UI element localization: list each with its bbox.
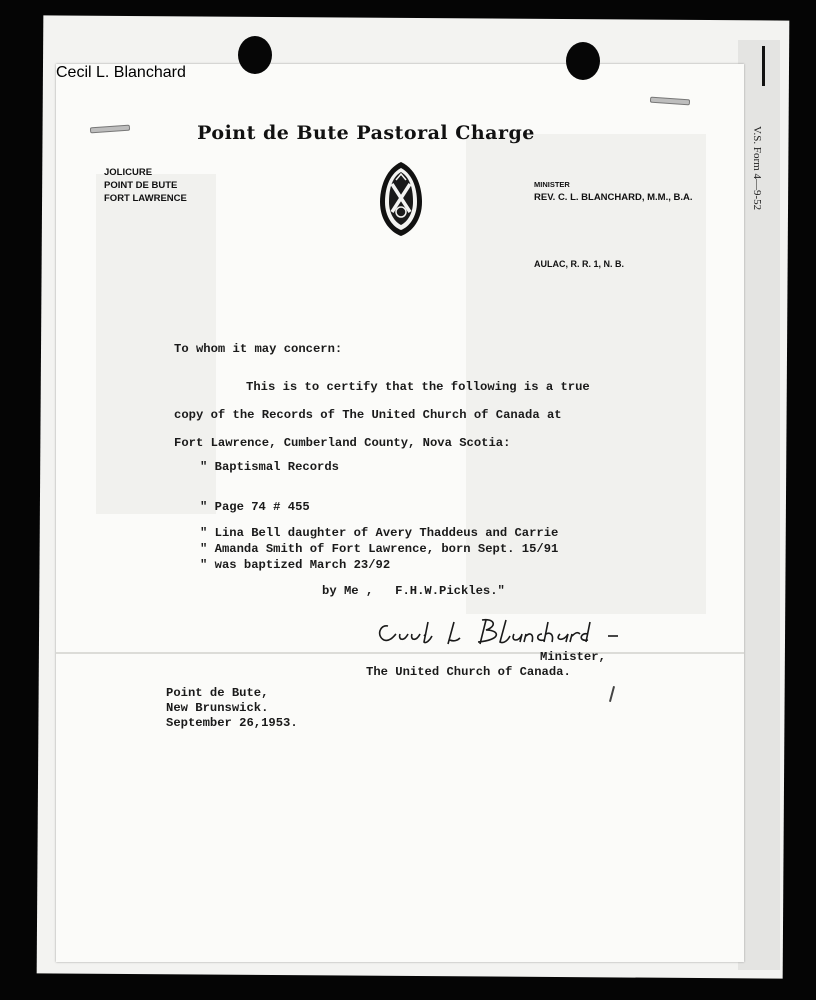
- body-line: copy of the Records of The United Church of Canada at: [174, 408, 562, 422]
- minister-label: MINISTER: [534, 180, 570, 189]
- closing-org: The United Church of Canada.: [366, 665, 571, 679]
- church-crest-icon: [378, 160, 424, 238]
- body-line: Fort Lawrence, Cumberland County, Nova Scotia:: [174, 436, 511, 450]
- record-line: " was baptized March 23/92: [200, 558, 391, 572]
- charge-name: POINT DE BUTE: [104, 180, 178, 191]
- by-line: by Me , F.H.W.Pickles.": [322, 584, 505, 598]
- pencil-mark: [762, 46, 765, 86]
- charge-name: FORT LAWRENCE: [104, 193, 187, 204]
- record-heading: " Baptismal Records: [200, 460, 339, 474]
- place-line: New Brunswick.: [166, 701, 269, 715]
- pen-mark: [609, 686, 615, 702]
- charge-list: [104, 166, 187, 205]
- record-line: " Amanda Smith of Fort Lawrence, born Sept. 15/91: [200, 542, 559, 556]
- date-line: September 26,1953.: [166, 716, 298, 730]
- minister-name: REV. C. L. BLANCHARD, M.M., B.A.: [534, 192, 693, 203]
- page-fold: [56, 652, 744, 654]
- record-page: " Page 74 # 455: [200, 500, 310, 514]
- place-line: Point de Bute,: [166, 686, 269, 700]
- minister-block: [534, 178, 693, 204]
- punch-hole-left: [238, 36, 272, 74]
- charge-name: JOLICURE: [104, 167, 153, 178]
- punch-hole-right: [566, 42, 600, 80]
- body-line: This is to certify that the following is a true: [246, 380, 590, 394]
- handwritten-signature: [374, 614, 624, 650]
- certificate-letter: Point de Bute Pastoral Charge JOLICURE POINT DE BUTE FORT LAWRENCE MINISTER REV. C. L. BLANCHARD, M.M., B.A. AULAC, R. R. 1, N. B. To whom it may concern: This is to certify that the following is a true copy of the Records of The United Church of Canada at Fort Lawrence, Cumberland County, Nova Scotia: " Baptismal Records " Page 74 # 455 " Lina Bell daughter of Avery Thaddeus and Carrie " Amanda Smith of Fort Lawrence, born Sept. 15/91 " was baptized March 23/92 by Me , F.H.W.Pickles." Cecil L. Blanchard Minister, The United Church of Canada. Point de Bute, New Brunswick. September 26,1953.: [56, 64, 744, 962]
- staple-left: [90, 125, 130, 134]
- staple-right: [650, 97, 690, 106]
- form-number-note: [742, 126, 772, 245]
- church-address: AULAC, R. R. 1, N. B.: [534, 259, 625, 269]
- salutation: To whom it may concern:: [174, 342, 343, 356]
- letterhead-title: Point de Bute Pastoral Charge: [197, 122, 535, 144]
- closing-title: Minister,: [540, 650, 606, 664]
- form-number-text: V.S. Form 4—9-52: [751, 126, 763, 211]
- record-line: " Lina Bell daughter of Avery Thaddeus and Carrie: [200, 526, 559, 540]
